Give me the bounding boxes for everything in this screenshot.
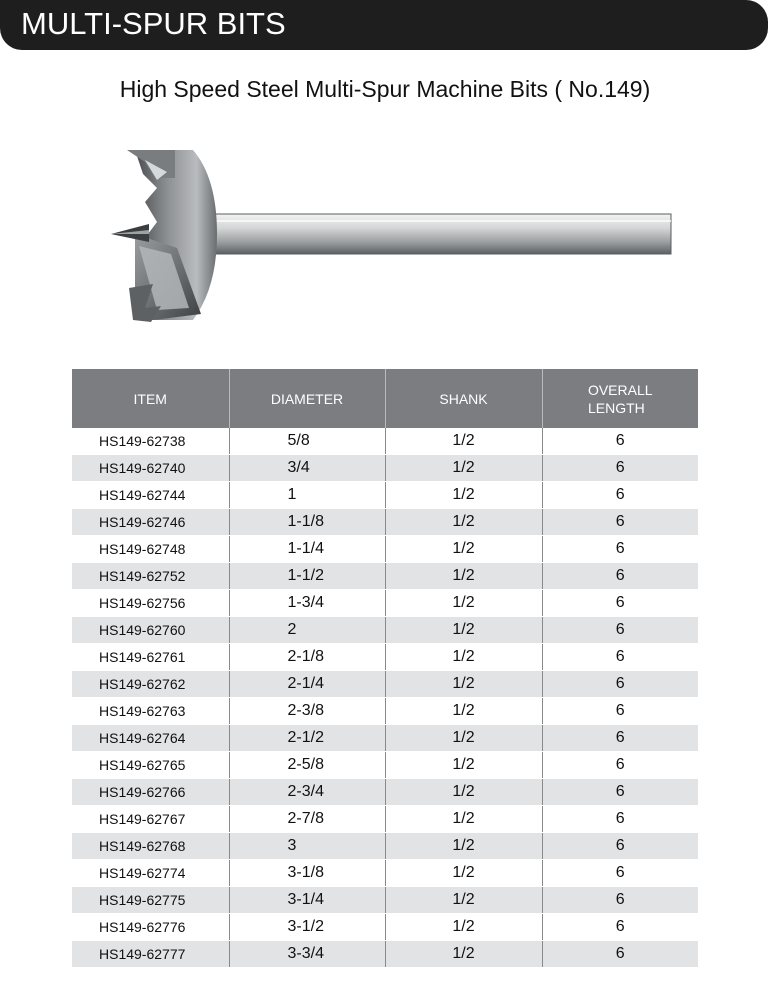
length-cell: 6 [542,671,698,698]
shank-cell: 1/2 [385,671,542,698]
item-cell: HS149-62744 [72,482,229,509]
item-cell: HS149-62752 [72,563,229,590]
shank-cell: 1/2 [385,509,542,536]
shank-cell: 1/2 [385,941,542,968]
diameter-cell: 2-1/8 [229,644,385,671]
table-row [72,563,698,590]
table-header-row [72,369,698,428]
table-row [72,725,698,752]
spec-table [72,369,698,968]
diameter-cell: 1-1/8 [229,509,385,536]
diameter-cell: 2-3/4 [229,779,385,806]
length-cell: 6 [542,644,698,671]
diameter-cell: 2-3/8 [229,698,385,725]
diameter-cell: 3-1/8 [229,860,385,887]
table-row [72,617,698,644]
shank-cell: 1/2 [385,563,542,590]
length-cell: 6 [542,806,698,833]
length-cell: 6 [542,779,698,806]
table-row [72,482,698,509]
item-cell: HS149-62765 [72,752,229,779]
length-cell: 6 [542,698,698,725]
length-cell: 6 [542,536,698,563]
section-header-bar [0,0,768,50]
table-row [72,644,698,671]
item-cell: HS149-62767 [72,806,229,833]
table-row [72,428,698,455]
shank-cell: 1/2 [385,617,542,644]
diameter-cell: 3-1/2 [229,914,385,941]
column-header-overall-length [542,369,698,428]
item-cell: HS149-62768 [72,833,229,860]
item-cell: HS149-62776 [72,914,229,941]
table-row [72,698,698,725]
column-header-shank: SHANK [385,369,542,428]
table-row [72,779,698,806]
length-cell: 6 [542,563,698,590]
item-cell: HS149-62761 [72,644,229,671]
shank-cell: 1/2 [385,752,542,779]
length-cell: 6 [542,455,698,482]
item-cell: HS149-62766 [72,779,229,806]
shank-cell: 1/2 [385,833,542,860]
shank-cell: 1/2 [385,779,542,806]
column-header-length: LENGTH [587,399,645,416]
diameter-cell: 3-1/4 [229,887,385,914]
shank-cell: 1/2 [385,887,542,914]
section-title: MULTI-SPUR BITS [21,6,286,41]
shank-cell: 1/2 [385,698,542,725]
shank-cell: 1/2 [385,914,542,941]
length-cell: 6 [542,833,698,860]
item-cell: HS149-62756 [72,590,229,617]
diameter-cell: 2-7/8 [229,806,385,833]
item-cell: HS149-62748 [72,536,229,563]
item-cell: HS149-62764 [72,725,229,752]
table-row [72,536,698,563]
column-header-item: ITEM [72,369,229,428]
item-cell: HS149-62746 [72,509,229,536]
length-cell: 6 [542,914,698,941]
diameter-cell: 1-1/2 [229,563,385,590]
length-cell: 6 [542,725,698,752]
diameter-cell: 2-1/4 [229,671,385,698]
table-row [72,860,698,887]
length-cell: 6 [542,887,698,914]
item-cell: HS149-62774 [72,860,229,887]
length-cell: 6 [542,752,698,779]
multi-spur-bit-icon [105,138,675,333]
shank-cell: 1/2 [385,536,542,563]
shank-cell: 1/2 [385,806,542,833]
diameter-cell: 1 [229,482,385,509]
shank-cell: 1/2 [385,860,542,887]
table-row [72,752,698,779]
item-cell: HS149-62740 [72,455,229,482]
length-cell: 6 [542,482,698,509]
table-row [72,941,698,968]
diameter-cell: 2-5/8 [229,752,385,779]
length-cell: 6 [542,617,698,644]
column-header-overall: OVERALL [587,381,653,398]
shank-cell: 1/2 [385,428,542,455]
shank-cell: 1/2 [385,455,542,482]
table-row [72,590,698,617]
table-row [72,455,698,482]
item-cell: HS149-62760 [72,617,229,644]
diameter-cell: 1-1/4 [229,536,385,563]
shank-cell: 1/2 [385,590,542,617]
diameter-cell: 2-1/2 [229,725,385,752]
length-cell: 6 [542,860,698,887]
item-cell: HS149-62777 [72,941,229,968]
item-cell: HS149-62738 [72,428,229,455]
diameter-cell: 3 [229,833,385,860]
length-cell: 6 [542,590,698,617]
shank-cell: 1/2 [385,725,542,752]
diameter-cell: 3-3/4 [229,941,385,968]
shank-cell: 1/2 [385,482,542,509]
diameter-cell: 3/4 [229,455,385,482]
product-title: High Speed Steel Multi-Spur Machine Bits ( No.149) [119,76,651,102]
item-cell: HS149-62763 [72,698,229,725]
length-cell: 6 [542,941,698,968]
length-cell: 6 [542,509,698,536]
column-header-diameter: DIAMETER [229,369,385,428]
length-cell: 6 [542,428,698,455]
table-row [72,509,698,536]
table-row [72,671,698,698]
table-row [72,806,698,833]
table-row [72,914,698,941]
item-cell: HS149-62762 [72,671,229,698]
diameter-cell: 2 [229,617,385,644]
table-row [72,887,698,914]
item-cell: HS149-62775 [72,887,229,914]
diameter-cell: 1-3/4 [229,590,385,617]
shank-cell: 1/2 [385,644,542,671]
table-row [72,833,698,860]
diameter-cell: 5/8 [229,428,385,455]
